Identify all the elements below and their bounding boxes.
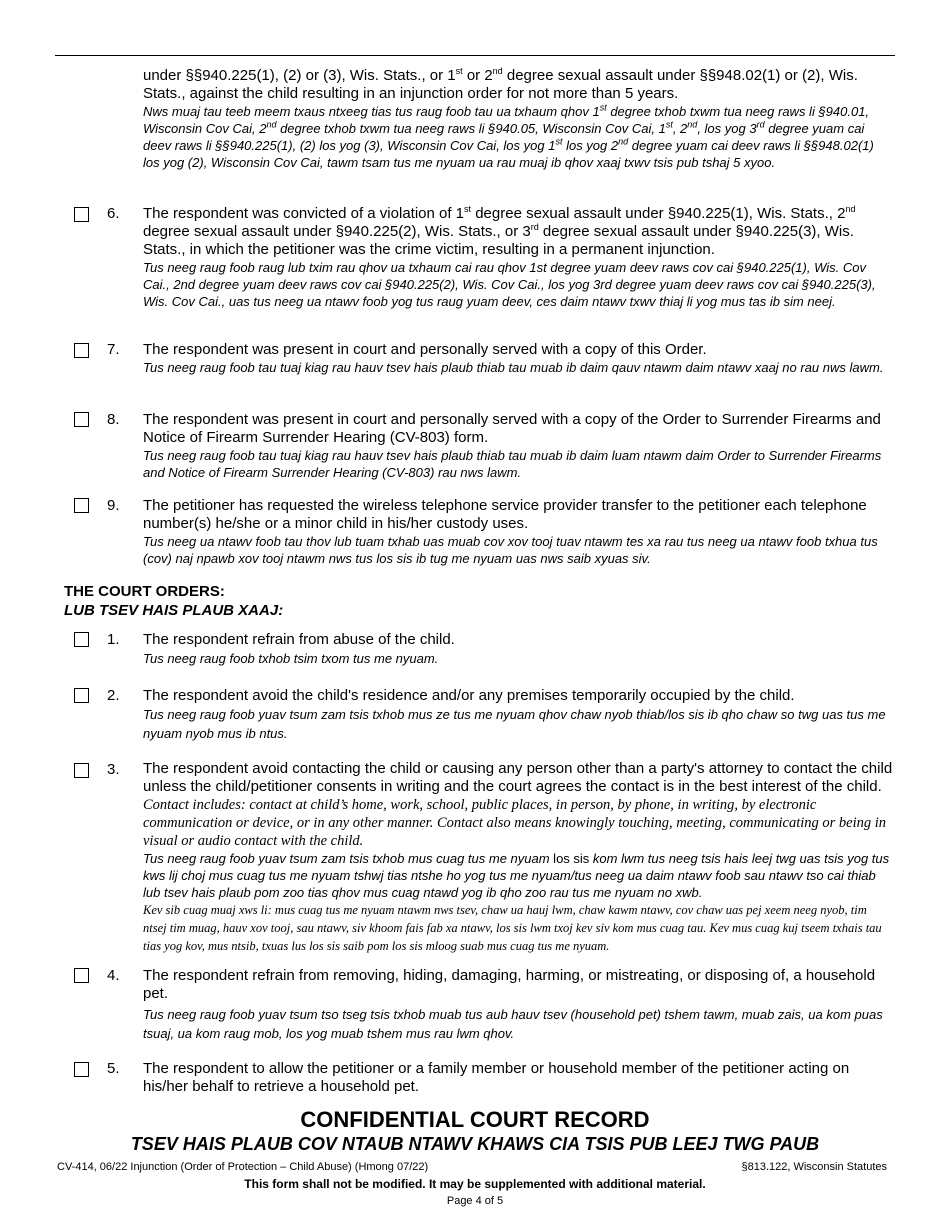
order-5-checkbox[interactable] <box>74 1062 89 1077</box>
order-4 <box>143 967 893 1043</box>
finding-7-checkbox[interactable] <box>74 343 89 358</box>
finding-9 <box>143 497 893 567</box>
finding-7-number: 7. <box>107 341 120 358</box>
confidential-record-title: CONFIDENTIAL COURT RECORD <box>300 1107 650 1132</box>
finding-8-checkbox[interactable] <box>74 412 89 427</box>
continued-finding-english: under §§940.225(1), (2) or (3), Wis. Stats., or 1st or 2nd degree sexual assault under §§948.02(1) or (2), Wis. Stats., against the child resulting in an injunction order for not more than 5 years. <box>143 66 858 102</box>
order-3 <box>143 760 893 955</box>
order-2-number: 2. <box>107 687 120 704</box>
finding-8 <box>143 411 893 481</box>
order-2-english: The respondent avoid the child's residence and/or any premises temporarily occupied by the child. <box>143 687 795 704</box>
order-1-checkbox[interactable] <box>74 632 89 647</box>
finding-9-hmong: Tus neeg ua ntawv foob tau thov lub tuam txhab uas muab cov xov tooj tuav ntawm tes xa rau tus neeg ua ntawv foob txhua tus (cov) naj npawb xov tooj ntawm nws tus los sis ib tug me nyuam uas nws saib xyuas siv. <box>143 534 878 566</box>
order-1-number: 1. <box>107 631 120 648</box>
finding-6-english: The respondent was convicted of a violation of 1st degree sexual assault under §940.225(1), Wis. Stats., 2nd degree sexual assault under §940.225(2), Wis. Stats., or 3rd degree sexual assault under §940.225(3), Wis. Stats., in which the petitioner was the crime victim, resulting in a permanent injunction. <box>143 204 856 258</box>
finding-8-hmong: Tus neeg raug foob tau tuaj kiag rau hauv tsev hais plaub thiab tau muab ib daim luam ntawm daim Order to Surrender Firearms and Notice of Firearm Surrender Hearing (CV-803) rau nws lawm. <box>143 448 882 480</box>
finding-6 <box>143 205 893 310</box>
order-3-number: 3. <box>107 761 120 778</box>
finding-9-number: 9. <box>107 497 120 514</box>
order-3-hmong: Tus neeg raug foob yuav tsum zam tsis txhob mus cuag tus me nyuam los sis kom lwm tus neeg tsis hais leej twg uas tsis yog tus kws lij choj mus cuag tus me nyuam tshwj tias ntshe ho yog tus me nyuam/tus neeg ua daim ntawv foob sau ntawv tso cai thiab lub tsev hais plaub pom zoo tias qhov mus cuag ntawd yog ib qho zoo rau tus me nyuam no xwb. <box>143 851 890 900</box>
form-identifier: CV-414, 06/22 Injunction (Order of Protection – Child Abuse) (Hmong 07/22) <box>57 1161 429 1173</box>
continued-finding <box>143 67 893 171</box>
top-rule <box>55 55 895 56</box>
order-1-english: The respondent refrain from abuse of the child. <box>143 631 455 648</box>
finding-7 <box>143 341 893 376</box>
order-1-hmong: Tus neeg raug foob txhob tsim txom tus me nyuam. <box>143 651 439 666</box>
finding-8-number: 8. <box>107 411 120 428</box>
finding-7-hmong: Tus neeg raug foob tau tuaj kiag rau hauv tsev hais plaub thiab tau muab ib daim qauv ntawm daim ntawv xaaj no rau nws lawm. <box>143 360 884 375</box>
page-number: Page 4 of 5 <box>446 1195 504 1207</box>
finding-8-english: The respondent was present in court and personally served with a copy of the Order to Surrender Firearms and Notice of Firearm Surrender Hearing (CV-803) form. <box>143 411 881 446</box>
order-4-hmong: Tus neeg raug foob yuav tsum tso tseg tsis txhob muab tus aub hauv tsev (household pet) tshem tawm, muab zais, ua kom puas tsuaj, ua kom raug mob, los yog muab tshem mus rau lwm qhov. <box>143 1007 883 1041</box>
order-4-number: 4. <box>107 967 120 984</box>
confidential-record-title-hmong: TSEV HAIS PLAUB COV NTAUB NTAWV KHAWS CIA TSIS PUB LEEJ TWG PAUB <box>130 1134 820 1154</box>
finding-9-checkbox[interactable] <box>74 498 89 513</box>
finding-6-hmong: Tus neeg raug foob raug lub txim rau qhov ua txhaum cai rau qhov 1st degree yuam deev raws cov cai §940.225(1), Wis. Cov Cai., 2nd degree yuam deev raws cov cai §940.225(2), Wis. Cov Cai., los yog 3rd degree yuam deev raws cov cai §940.225(3), Wis. Cov Cai., uas tus neeg ua ntawv foob yog tus raug yuam deev, ces daim ntawv txwv thiaj li yog mus tas ib sim neej. <box>143 260 876 309</box>
order-3-english: The respondent avoid contacting the child or causing any person other than a party's attorney to contact the child unless the child/petitioner consents in writing and the court agrees the contact is in the best interest of the child. Contact includes: contact at child’s home, work, school, public places, in person, by phone, in writing, by electronic communication or device, or in any other manner. Contact also means knowingly touching, meeting, communicating or being in visual or audio contact with the child. <box>143 760 893 849</box>
order-3-hmong-contact-definition: Kev sib cuag muaj xws li: mus cuag tus me nyuam ntawm nws tsev, chaw ua hauj lwm, chaw kawm ntawv, cov chaw uas pej xeem neeg nyob, tim ntsej tim muag, hauv xov tooj, sau ntawv, siv khoom fais fab xa ntawv, los sis lwm txoj kev siv kom mus cuag tau. Kev mus cuag kuj tseem txhais tau tias yog kov, mus ntsib, txuas lus los sis saib pom los sis mloog suab mus cuag tus me nyuam. <box>143 903 882 953</box>
order-3-checkbox[interactable] <box>74 763 89 778</box>
modification-notice: This form shall not be modified. It may be supplemented with additional material. <box>244 1177 706 1191</box>
continued-finding-hmong: Nws muaj tau teeb meem txaus ntxeeg tias tus raug foob tau ua txhaum qhov 1st degree txhob txwm tua neeg raws li §940.01, Wisconsin Cov Cai, 2nd degree txhob txwm tua neeg raws li §940.05, Wisconsin Cov Cai, 1st, 2nd, los yog 3rd degree yuam cai deev raws li §§940.225(1), (2) los yog (3), Wisconsin Cov Cai, los yog 1st los yog 2nd degree yuam cai deev raws li §§948.02(1) los yog (2), Wisconsin Cov Cai, tawm tsam tus me nyuam ua rau muaj ib qhov xaaj txwv tsis pub tshaj 5 xyoo. <box>143 102 874 170</box>
finding-9-english: The petitioner has requested the wireless telephone service provider transfer to the petitioner each telephone number(s) he/she or a minor child in his/her custody uses. <box>143 497 867 532</box>
order-5-english: The respondent to allow the petitioner or a family member or household member of the petitioner acting on his/her behalf to retrieve a household pet. <box>143 1060 850 1095</box>
order-4-checkbox[interactable] <box>74 968 89 983</box>
order-4-english: The respondent refrain from removing, hiding, damaging, harming, or mistreating, or disposing of, a household pet. <box>143 967 876 1002</box>
finding-6-number: 6. <box>107 205 120 222</box>
order-2-hmong: Tus neeg raug foob yuav tsum zam tsis txhob mus ze tus me nyuam qhov chaw nyob thiab/los sis ib qho chaw so twg uas tus me nyuam nyob mus ib ntus. <box>143 707 886 741</box>
finding-7-english: The respondent was present in court and personally served with a copy of this Order. <box>143 341 707 358</box>
court-orders-heading: THE COURT ORDERS: <box>64 583 225 600</box>
order-2-checkbox[interactable] <box>74 688 89 703</box>
order-5 <box>143 1060 893 1096</box>
court-orders-heading-hmong: LUB TSEV HAIS PLAUB XAAJ: <box>64 602 284 619</box>
order-5-number: 5. <box>107 1060 120 1077</box>
order-1 <box>143 631 893 668</box>
statute-reference: §813.122, Wisconsin Statutes <box>741 1161 887 1173</box>
order-3-contact-definition: Contact includes: contact at child’s home, work, school, public places, in person, by phone, in writing, by electronic communication or device, or in any other manner. Contact also means knowingly touching, meeting, communicating or being in visual or audio contact with the child. <box>143 797 887 849</box>
finding-6-checkbox[interactable] <box>74 207 89 222</box>
order-2 <box>143 687 893 743</box>
